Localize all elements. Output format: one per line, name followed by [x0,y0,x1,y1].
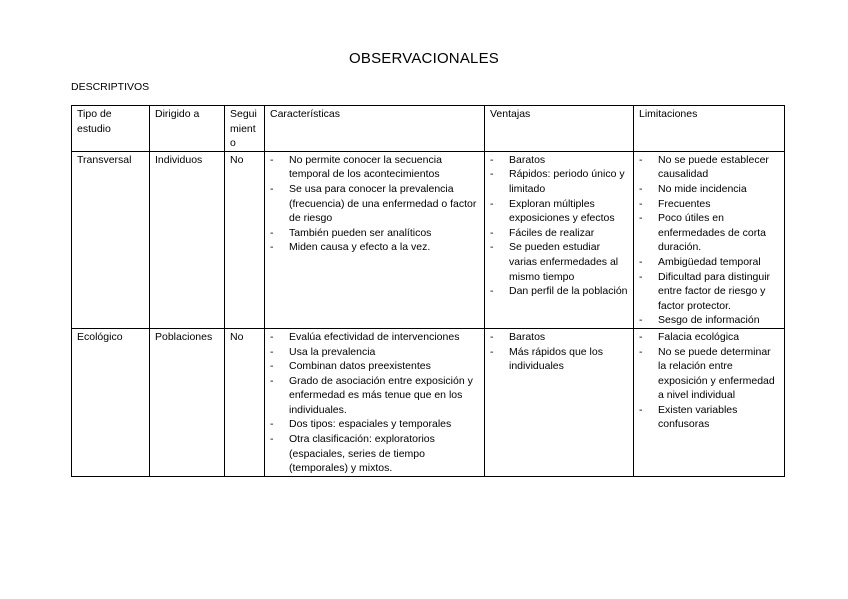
cell-limitaciones [634,151,785,328]
list-item: - Grado de asociación entre exposición y enfermedad es más tenue que en los individuales. [270,374,479,418]
cell-caracteristicas [265,151,485,328]
cell-seguimiento: No [225,328,265,476]
table-row [72,151,785,328]
study-types-table [71,105,785,477]
cell-ventajas [485,328,634,476]
cell-dirigido: Poblaciones [150,328,225,476]
list-item: - Falacia ecológica [639,330,779,345]
ventajas-list [490,330,628,374]
list-item: - Sesgo de información [639,313,779,328]
caracteristicas-list [270,153,479,255]
header-limitaciones: Limitaciones [634,106,785,152]
list-item: - No mide incidencia [639,182,779,197]
list-item: - Frecuentes [639,197,779,212]
list-item: - Rápidos: periodo único y limitado [490,167,628,196]
list-item: - Más rápidos que los individuales [490,345,628,374]
list-item: - Evalúa efectividad de intervenciones [270,330,479,345]
list-item: - Otra clasificación: exploratorios (espaciales, series de tiempo (temporales) y mixtos. [270,432,479,476]
cell-dirigido: Individuos [150,151,225,328]
header-ventajas: Ventajas [485,106,634,152]
list-item: - Baratos [490,153,628,168]
cell-ventajas [485,151,634,328]
cell-tipo: Ecológico [72,328,150,476]
list-item: - Ambigüedad temporal [639,255,779,270]
list-item: - Poco útiles en enfermedades de corta duración. [639,211,779,255]
list-item: - Miden causa y efecto a la vez. [270,240,479,255]
limitaciones-list [639,153,779,328]
cell-caracteristicas [265,328,485,476]
cell-limitaciones [634,328,785,476]
list-item: - No permite conocer la secuencia temporal de los acontecimientos [270,153,479,182]
list-item: - Se pueden estudiar varias enfermedades al mismo tiempo [490,240,628,284]
section-heading: DESCRIPTIVOS [71,81,150,93]
limitaciones-list [639,330,779,432]
table-row [72,328,785,476]
list-item: - No se puede determinar la relación entre exposición y enfermedad a nivel individual [639,345,779,403]
list-item: - Baratos [490,330,628,345]
table-header-row [72,106,785,152]
header-tipo: Tipo de estudio [72,106,150,152]
ventajas-list [490,153,628,299]
list-item: - Usa la prevalencia [270,345,479,360]
header-dirigido: Dirigido a [150,106,225,152]
list-item: - Fáciles de realizar [490,226,628,241]
list-item: - Dos tipos: espaciales y temporales [270,417,479,432]
list-item: - Dificultad para distinguir entre factor de riesgo y factor protector. [639,270,779,314]
list-item: - También pueden ser analíticos [270,226,479,241]
list-item: - Dan perfil de la población [490,284,628,299]
list-item: - No se puede establecer causalidad [639,153,779,182]
list-item: - Combinan datos preexistentes [270,359,479,374]
caracteristicas-list [270,330,479,476]
cell-seguimiento: No [225,151,265,328]
list-item: - Se usa para conocer la prevalencia (frecuencia) de una enfermedad o factor de riesgo [270,182,479,226]
header-seguimiento: Seguimiento [225,106,265,152]
cell-tipo: Transversal [72,151,150,328]
list-item: - Exploran múltiples exposiciones y efectos [490,197,628,226]
document-title: OBSERVACIONALES [349,50,499,67]
header-caracteristicas: Características [265,106,485,152]
list-item: - Existen variables confusoras [639,403,779,432]
